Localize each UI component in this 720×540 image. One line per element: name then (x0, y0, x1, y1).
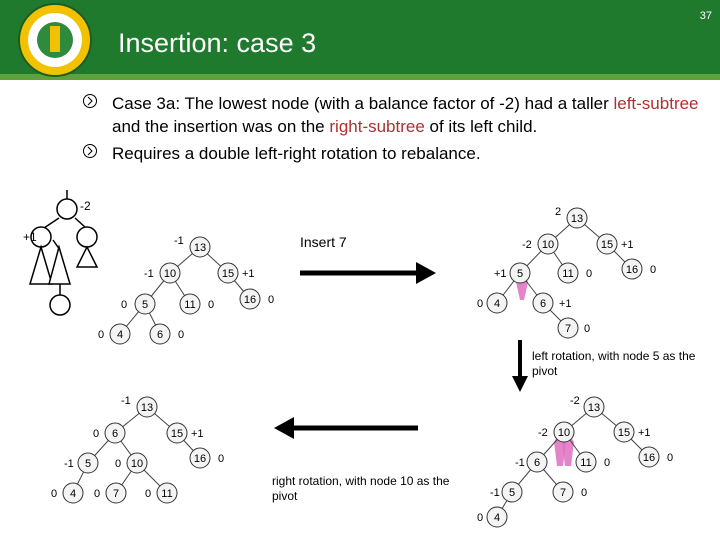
bullet-text-part: right-subtree (329, 117, 425, 136)
avl-tree-after-insert (477, 206, 656, 338)
tree-node-label: 7 (559, 487, 567, 499)
balance-factor-label: -2 (538, 427, 548, 439)
left-rotation-label: left rotation, with node 5 as the pivot (532, 349, 696, 378)
tree-node-label: 4 (493, 512, 501, 524)
balance-factor-label: 0 (115, 458, 122, 470)
balance-factor-label: 0 (477, 298, 484, 310)
balance-factor-label: -1 (174, 235, 184, 247)
tree-node-label: 4 (116, 329, 124, 341)
tree-node-label: 16 (243, 294, 257, 306)
tree-node-label: 15 (221, 268, 235, 280)
arrow-down (512, 340, 528, 392)
balance-factor-label: 0 (650, 264, 657, 276)
balance-factor-label: 0 (51, 488, 58, 500)
schema-node (77, 227, 97, 247)
avl-tree-final (51, 395, 224, 503)
tree-node-label: 4 (493, 298, 501, 310)
balance-factor-label: -1 (490, 487, 500, 499)
insert-label: Insert 7 (300, 234, 347, 250)
tree-node-label: 13 (140, 402, 154, 414)
balance-factor-label: +1 (638, 427, 651, 439)
schema-node (50, 295, 70, 315)
tree-node-label: 16 (642, 452, 656, 464)
arrow-left (274, 417, 418, 439)
tree-node-label: 13 (570, 213, 584, 225)
balance-factor-label: 0 (121, 299, 128, 311)
subtree-triangle (30, 247, 52, 284)
balance-factor-label: -2 (522, 239, 532, 251)
balance-factor-label: 0 (145, 488, 152, 500)
balance-factor-label: 0 (94, 488, 101, 500)
tree-node-label: 6 (111, 428, 119, 440)
balance-factor-label: 0 (667, 452, 674, 464)
tree-node-label: 10 (130, 458, 144, 470)
page-number: 37 (699, 10, 712, 22)
slide-title: Insertion: case 3 (118, 28, 317, 58)
tree-node-label: 7 (112, 488, 120, 500)
avl-tree-after-left (477, 395, 673, 527)
tree-node-label: 15 (600, 239, 614, 251)
right-rotation-label: right rotation, with node 10 as the pivot (272, 474, 450, 503)
bullet-text-part: of its left child. (424, 117, 538, 136)
tree-node-label: 11 (161, 488, 173, 500)
balance-factor-label: 0 (208, 299, 215, 311)
balance-factor-label: -1 (144, 268, 154, 280)
tree-node-label: 6 (156, 329, 164, 341)
balance-factor-label: +1 (242, 268, 255, 280)
balance-factor-label: 0 (584, 323, 591, 335)
subtree-triangle (77, 247, 97, 267)
subtree-triangle (49, 247, 70, 284)
avl-tree-before (98, 235, 274, 344)
arrow-right (300, 262, 436, 284)
bullet-text-part: Case 3a: The lowest node (with a balance factor of -2) had a taller (112, 94, 614, 113)
tree-node-label: 7 (564, 323, 572, 335)
tree-node-label: 13 (587, 402, 601, 414)
tree-node-label: 16 (625, 264, 639, 276)
balance-factor-label: 0 (98, 329, 105, 341)
balance-factor-label: 2 (555, 206, 562, 218)
tree-node-label: 6 (533, 457, 541, 469)
balance-factor-label: 0 (586, 268, 593, 280)
tree-node-label: 5 (516, 268, 524, 280)
tree-node-label: 16 (193, 453, 207, 465)
schema-node (57, 199, 77, 219)
tree-node-label: 5 (141, 299, 149, 311)
tree-node-label: 10 (541, 239, 555, 251)
tree-node-label: 10 (557, 427, 571, 439)
tree-node-label: 11 (580, 457, 592, 469)
balance-factor-label: +1 (621, 239, 634, 251)
tree-node-label: 5 (508, 487, 516, 499)
bullet-text-part: left-subtree (613, 94, 699, 113)
balance-factor-label: +1 (494, 268, 507, 280)
schema-root-factor: -2 (80, 199, 91, 213)
tree-node-label: 11 (184, 299, 196, 311)
balance-factor-label: -1 (121, 395, 131, 407)
balance-factor-label: 0 (604, 457, 611, 469)
balance-factor-label: 0 (581, 487, 588, 499)
tree-node-label: 15 (617, 427, 631, 439)
bullet-text-part: and the insertion was on the (112, 117, 330, 136)
bullet-text-part: Requires a double left-right rotation to rebalance. (112, 144, 481, 163)
balance-factor-label: 0 (268, 294, 275, 306)
balance-factor-label: 0 (218, 453, 225, 465)
tree-node-label: 5 (84, 458, 92, 470)
balance-factor-label: -1 (64, 458, 74, 470)
tree-node-label: 4 (69, 488, 77, 500)
tree-node-label: 10 (163, 268, 177, 280)
balance-factor-label: 0 (178, 329, 185, 341)
balance-factor-label: 0 (93, 428, 100, 440)
tree-node-label: 15 (170, 428, 184, 440)
balance-factor-label: +1 (191, 428, 204, 440)
balance-factor-label: 0 (477, 512, 484, 524)
balance-factor-label: +1 (559, 298, 572, 310)
tree-node-label: 6 (539, 298, 547, 310)
schema-child-factor: +1 (23, 230, 37, 244)
tree-node-label: 11 (562, 268, 574, 280)
tree-node-label: 13 (193, 242, 207, 254)
balance-factor-label: -1 (515, 457, 525, 469)
balance-factor-label: -2 (570, 395, 580, 407)
